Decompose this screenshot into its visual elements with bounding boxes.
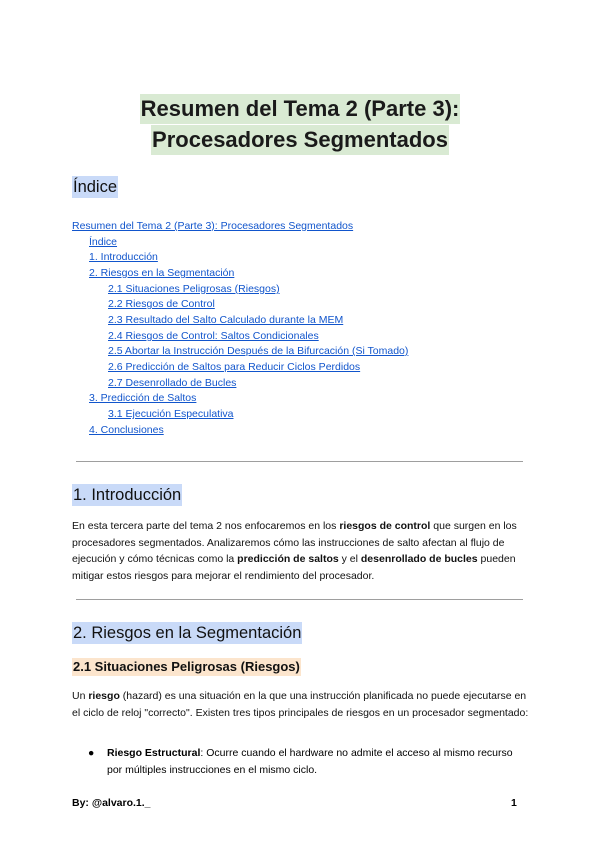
toc-link-title[interactable]: Resumen del Tema 2 (Parte 3): Procesadores Segmentados: [72, 220, 354, 232]
title-line-1: Resumen del Tema 2 (Parte 3):: [140, 94, 461, 124]
toc-link-2-5[interactable]: 2.5 Abortar la Instrucción Después de la Bifurcación (Si Tomado): [108, 345, 409, 357]
section-heading-riesgos: 2. Riesgos en la Segmentación: [73, 624, 302, 642]
title-line-2: Procesadores Segmentados: [151, 125, 449, 155]
bullet-icon: ●: [88, 747, 95, 759]
list-item-text: Riesgo Estructural: Ocurre cuando el hardware no admite el acceso al mismo recurso por múltiples instrucciones en el mismo ciclo.: [107, 747, 513, 776]
toc-link-indice[interactable]: Índice: [89, 236, 118, 248]
index-heading: Índice: [73, 178, 118, 196]
page-number: 1: [511, 797, 517, 809]
toc-link-3-1[interactable]: 3.1 Ejecución Especulativa: [108, 408, 234, 420]
riesgo-paragraph: Un riesgo (hazard) es una situación en la que una instrucción planificada no puede ejecutarse en el ciclo de reloj "correcto". Existen tres tipos principales de riesgos en un procesador segmentado:: [72, 690, 529, 719]
intro-paragraph: En esta tercera parte del tema 2 nos enfocaremos en los riesgos de control que surgen en los procesadores segmentados. Analizaremos cómo las instrucciones de salto afectan al flujo de ejecución y cómo técnicas como la predicción de saltos y el desenrollado de bucles pueden mitigar estos riesgos para mejorar el rendimiento del procesador.: [72, 520, 517, 582]
toc-link-riesgos[interactable]: 2. Riesgos en la Segmentación: [89, 267, 235, 279]
section-heading-introduccion: 1. Introducción: [73, 486, 182, 504]
toc-link-introduccion[interactable]: 1. Introducción: [89, 251, 158, 263]
divider: [76, 599, 523, 600]
document-title: [0, 94, 600, 155]
toc-link-2-1[interactable]: 2.1 Situaciones Peligrosas (Riesgos): [108, 283, 280, 295]
toc-link-conclusiones[interactable]: 4. Conclusiones: [89, 424, 164, 436]
toc-link-2-3[interactable]: 2.3 Resultado del Salto Calculado durante la MEM: [108, 314, 344, 326]
toc-link-2-4[interactable]: 2.4 Riesgos de Control: Saltos Condicionales: [108, 330, 319, 342]
footer-author: By: @alvaro.1._: [72, 797, 151, 809]
toc-link-2-2[interactable]: 2.2 Riesgos de Control: [108, 298, 215, 310]
toc-link-2-7[interactable]: 2.7 Desenrollado de Bucles: [108, 377, 237, 389]
subsection-heading-2-1: 2.1 Situaciones Peligrosas (Riesgos): [73, 659, 300, 674]
toc-link-2-6[interactable]: 2.6 Predicción de Saltos para Reducir Ciclos Perdidos: [108, 361, 361, 373]
toc-link-prediccion[interactable]: 3. Predicción de Saltos: [89, 392, 197, 404]
divider: [76, 461, 523, 462]
